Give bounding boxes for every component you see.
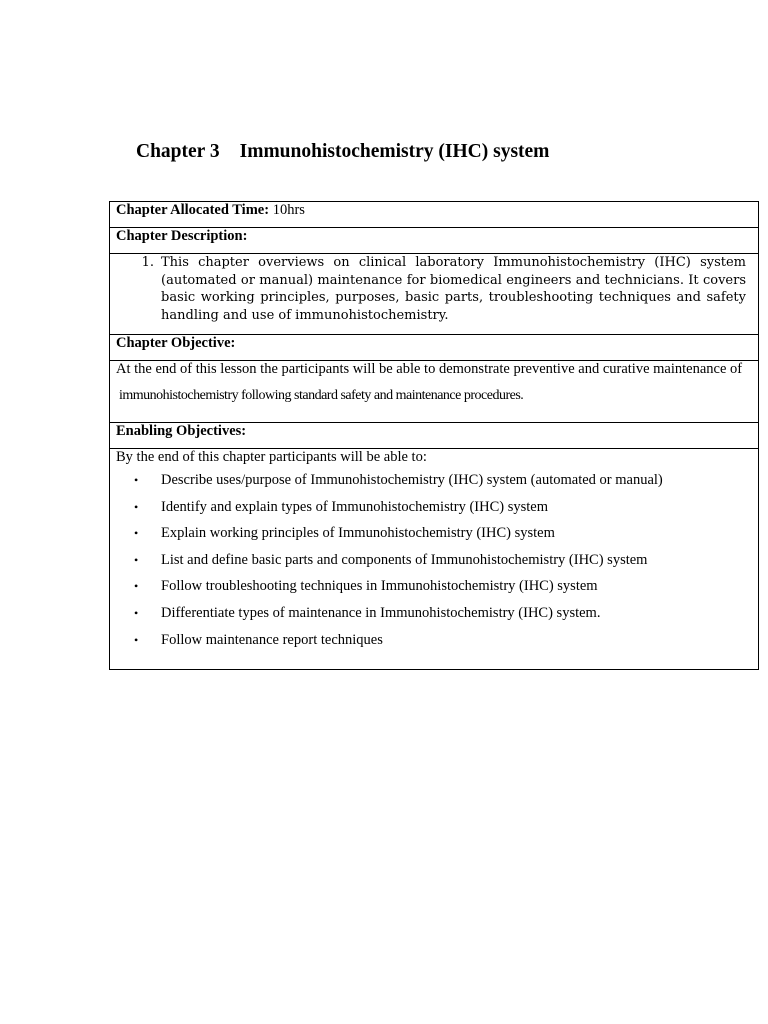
- enabling-objective-item: [116, 552, 752, 579]
- bullet-icon: •: [134, 579, 139, 594]
- bullet-icon: •: [134, 499, 139, 514]
- allocated-time-value: 10hrs: [272, 202, 305, 218]
- enabling-objective-item: [116, 525, 752, 552]
- enabling-objective-item: [116, 632, 752, 659]
- description-item-number: 1.: [141, 255, 154, 270]
- description-header-row: [110, 228, 759, 254]
- enabling-objective-text: Explain working principles of Immunohistochemistry (IHC) system: [161, 525, 555, 542]
- objective-text-continued: immunohistochemistry following standard safety and maintenance procedures.: [119, 388, 524, 403]
- enabling-objective-text: Follow maintenance report techniques: [161, 631, 383, 648]
- description-item-text: This chapter overviews on clinical laboratory Immunohistochemistry (IHC) system (automated or manual) maintenance for biomedical engineers and technicians. It covers basic working principles, purposes, basic parts, troubleshooting techniques and safety handling and use of immunohistochemistry.: [161, 255, 746, 323]
- chapter-number: Chapter 3: [136, 141, 220, 162]
- objective-text: At the end of this lesson the participants will be able to demonstrate preventive and curative maintenance of: [116, 361, 743, 377]
- allocated-time-label: Chapter Allocated Time:: [116, 202, 270, 218]
- bullet-icon: •: [134, 632, 139, 647]
- enabling-objective-item: [116, 605, 752, 632]
- description-row: [110, 254, 759, 335]
- allocated-time-cell: [110, 202, 759, 228]
- enabling-objective-text: Identify and explain types of Immunohistochemistry (IHC) system: [161, 498, 548, 515]
- enabling-objective-text: Differentiate types of maintenance in Immunohistochemistry (IHC) system.: [161, 604, 601, 621]
- enabling-objectives-label: Enabling Objectives:: [116, 423, 247, 439]
- enabling-objective-text: Follow troubleshooting techniques in Immunohistochemistry (IHC) system: [161, 578, 598, 595]
- chapter-name: Immunohistochemistry (IHC) system: [239, 141, 550, 162]
- allocated-time-row: [110, 202, 759, 228]
- description-item: [116, 254, 752, 324]
- chapter-title: [136, 141, 549, 163]
- chapter-info-table: [109, 201, 759, 670]
- enabling-objective-text: List and define basic parts and components of Immunohistochemistry (IHC) system: [161, 551, 648, 568]
- enabling-objective-text: Describe uses/purpose of Immunohistochemistry (IHC) system (automated or manual): [161, 472, 663, 488]
- enabling-objective-item: [116, 472, 752, 499]
- enabling-objectives-header-row: [110, 423, 759, 449]
- enabling-objective-item: [116, 499, 752, 526]
- bullet-icon: •: [134, 605, 139, 620]
- objective-header-row: [110, 335, 759, 361]
- enabling-objectives-list: [116, 472, 752, 658]
- enabling-objectives-intro: By the end of this chapter participants will be able to:: [116, 449, 427, 465]
- enabling-objective-item: [116, 578, 752, 605]
- bullet-icon: •: [134, 473, 139, 487]
- objective-label: Chapter Objective:: [116, 335, 236, 351]
- bullet-icon: •: [134, 552, 139, 567]
- objective-row: [110, 361, 759, 423]
- description-list: [116, 254, 752, 324]
- enabling-objectives-row: [110, 449, 759, 670]
- description-label: Chapter Description:: [116, 228, 248, 244]
- bullet-icon: •: [134, 526, 139, 541]
